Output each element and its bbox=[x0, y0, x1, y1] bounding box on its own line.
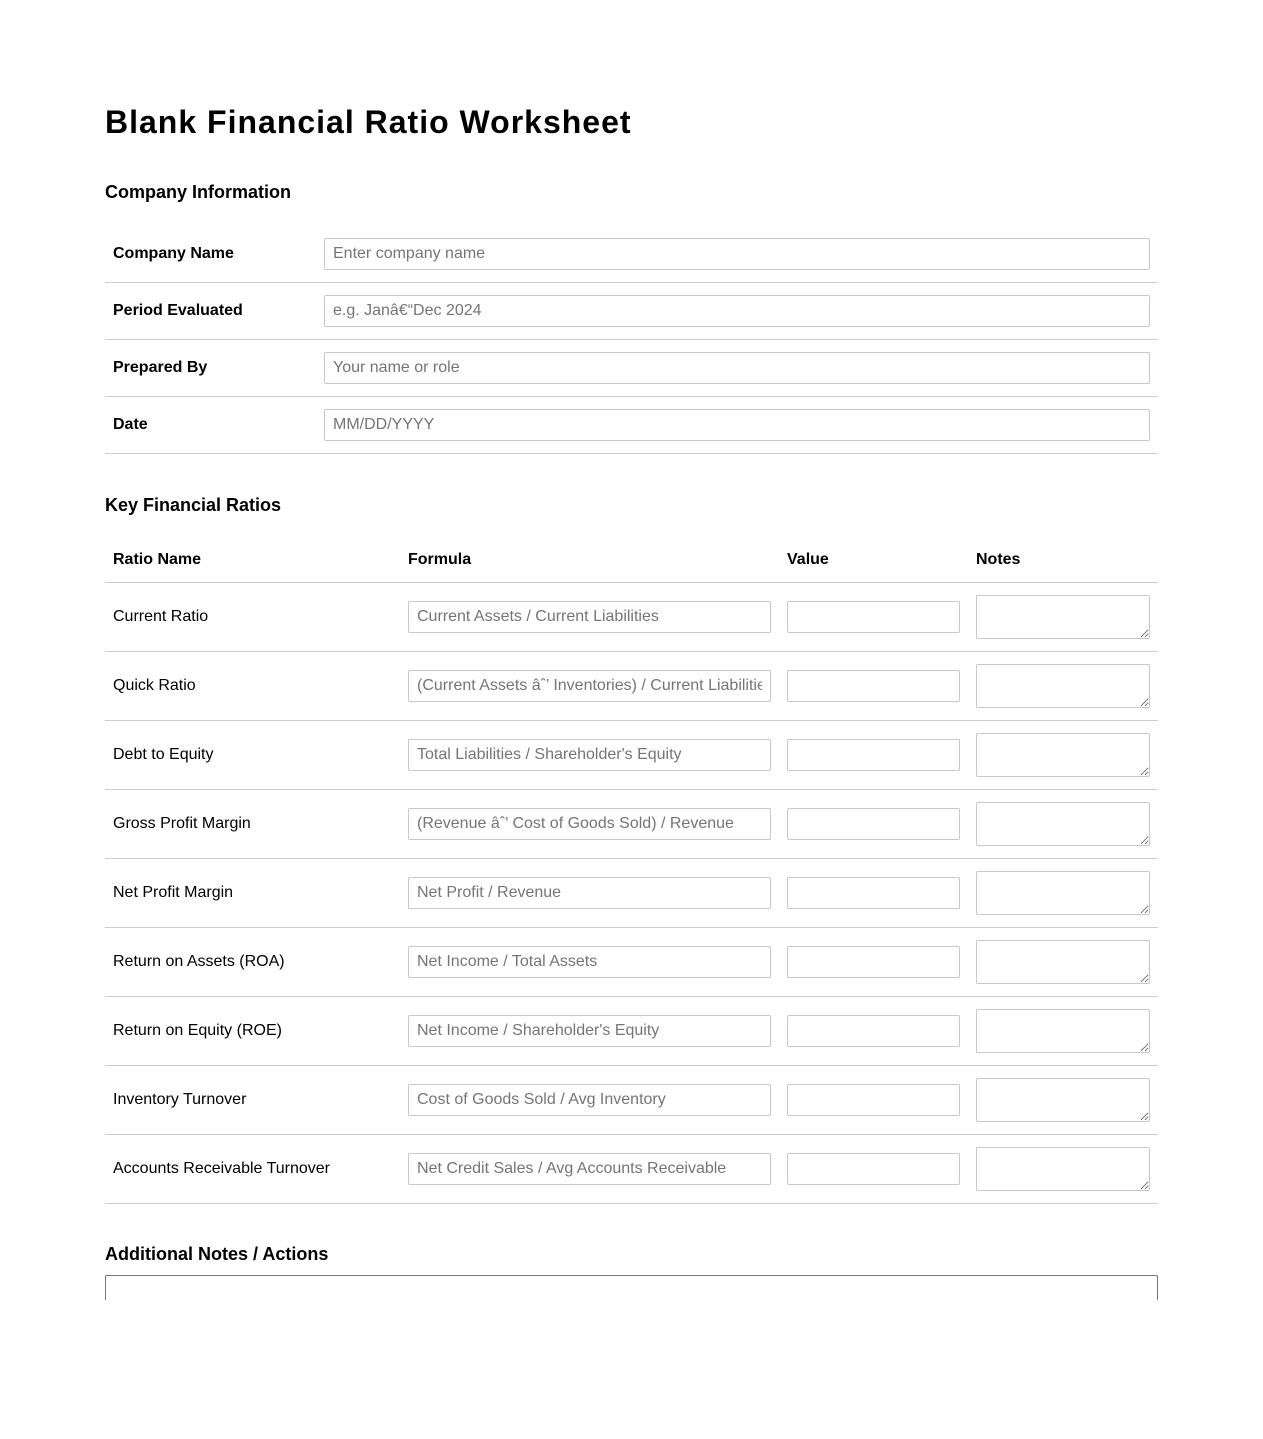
period-evaluated-label: Period Evaluated bbox=[113, 302, 243, 319]
notes-textarea[interactable] bbox=[976, 595, 1150, 639]
column-header-formula: Formula bbox=[408, 551, 472, 568]
value-input[interactable] bbox=[787, 877, 960, 909]
value-input[interactable] bbox=[787, 1084, 960, 1116]
column-header-value: Value bbox=[787, 551, 829, 568]
additional-notes-textarea[interactable] bbox=[105, 1275, 1158, 1300]
table-row bbox=[105, 997, 1158, 1066]
value-input[interactable] bbox=[787, 601, 960, 633]
key-ratios-heading: Key Financial Ratios bbox=[105, 495, 282, 515]
formula-input[interactable] bbox=[408, 670, 771, 702]
ratio-name: Net Profit Margin bbox=[113, 884, 234, 901]
date-label: Date bbox=[113, 416, 148, 433]
ratio-name: Accounts Receivable Turnover bbox=[113, 1160, 330, 1177]
table-row bbox=[105, 721, 1158, 790]
value-input[interactable] bbox=[787, 670, 960, 702]
table-row bbox=[105, 652, 1158, 721]
value-input[interactable] bbox=[787, 1015, 960, 1047]
ratio-name: Quick Ratio bbox=[113, 677, 196, 694]
page-title: Blank Financial Ratio Worksheet bbox=[105, 104, 632, 140]
table-row bbox=[105, 928, 1158, 997]
company-info-table bbox=[105, 226, 1158, 454]
table-row bbox=[105, 859, 1158, 928]
formula-input[interactable] bbox=[408, 739, 771, 771]
formula-input[interactable] bbox=[408, 1015, 771, 1047]
info-row-company-name bbox=[105, 226, 1158, 283]
formula-input[interactable] bbox=[408, 601, 771, 633]
ratio-name: Gross Profit Margin bbox=[113, 815, 251, 832]
ratio-name: Return on Assets (ROA) bbox=[113, 953, 285, 970]
company-name-label: Company Name bbox=[113, 245, 234, 262]
notes-textarea[interactable] bbox=[976, 664, 1150, 708]
additional-notes-heading: Additional Notes / Actions bbox=[105, 1244, 329, 1264]
column-header-ratio-name: Ratio Name bbox=[113, 551, 202, 568]
formula-input[interactable] bbox=[408, 808, 771, 840]
table-row bbox=[105, 790, 1158, 859]
table-row bbox=[105, 583, 1158, 652]
company-name-input[interactable] bbox=[324, 238, 1150, 270]
info-row-prepared-by bbox=[105, 340, 1158, 397]
prepared-by-input[interactable] bbox=[324, 352, 1150, 384]
ratio-table bbox=[105, 538, 1158, 1204]
formula-input[interactable] bbox=[408, 1153, 771, 1185]
date-input[interactable] bbox=[324, 409, 1150, 441]
formula-input[interactable] bbox=[408, 877, 771, 909]
value-input[interactable] bbox=[787, 946, 960, 978]
ratio-name: Inventory Turnover bbox=[113, 1091, 247, 1108]
notes-textarea[interactable] bbox=[976, 940, 1150, 984]
value-input[interactable] bbox=[787, 808, 960, 840]
formula-input[interactable] bbox=[408, 1084, 771, 1116]
period-evaluated-input[interactable] bbox=[324, 295, 1150, 327]
info-row-date bbox=[105, 397, 1158, 454]
table-row bbox=[105, 1135, 1158, 1204]
info-row-period bbox=[105, 283, 1158, 340]
ratio-name: Current Ratio bbox=[113, 608, 209, 625]
notes-textarea[interactable] bbox=[976, 1147, 1150, 1191]
ratio-name: Return on Equity (ROE) bbox=[113, 1022, 282, 1039]
formula-input[interactable] bbox=[408, 946, 771, 978]
value-input[interactable] bbox=[787, 1153, 960, 1185]
notes-textarea[interactable] bbox=[976, 1078, 1150, 1122]
notes-textarea[interactable] bbox=[976, 871, 1150, 915]
ratio-table-header bbox=[105, 538, 1158, 583]
value-input[interactable] bbox=[787, 739, 960, 771]
table-row bbox=[105, 1066, 1158, 1135]
notes-textarea[interactable] bbox=[976, 1009, 1150, 1053]
notes-textarea[interactable] bbox=[976, 733, 1150, 777]
company-info-heading: Company Information bbox=[105, 182, 292, 202]
notes-textarea[interactable] bbox=[976, 802, 1150, 846]
column-header-notes: Notes bbox=[976, 551, 1021, 568]
prepared-by-label: Prepared By bbox=[113, 359, 208, 376]
ratio-name: Debt to Equity bbox=[113, 746, 214, 763]
